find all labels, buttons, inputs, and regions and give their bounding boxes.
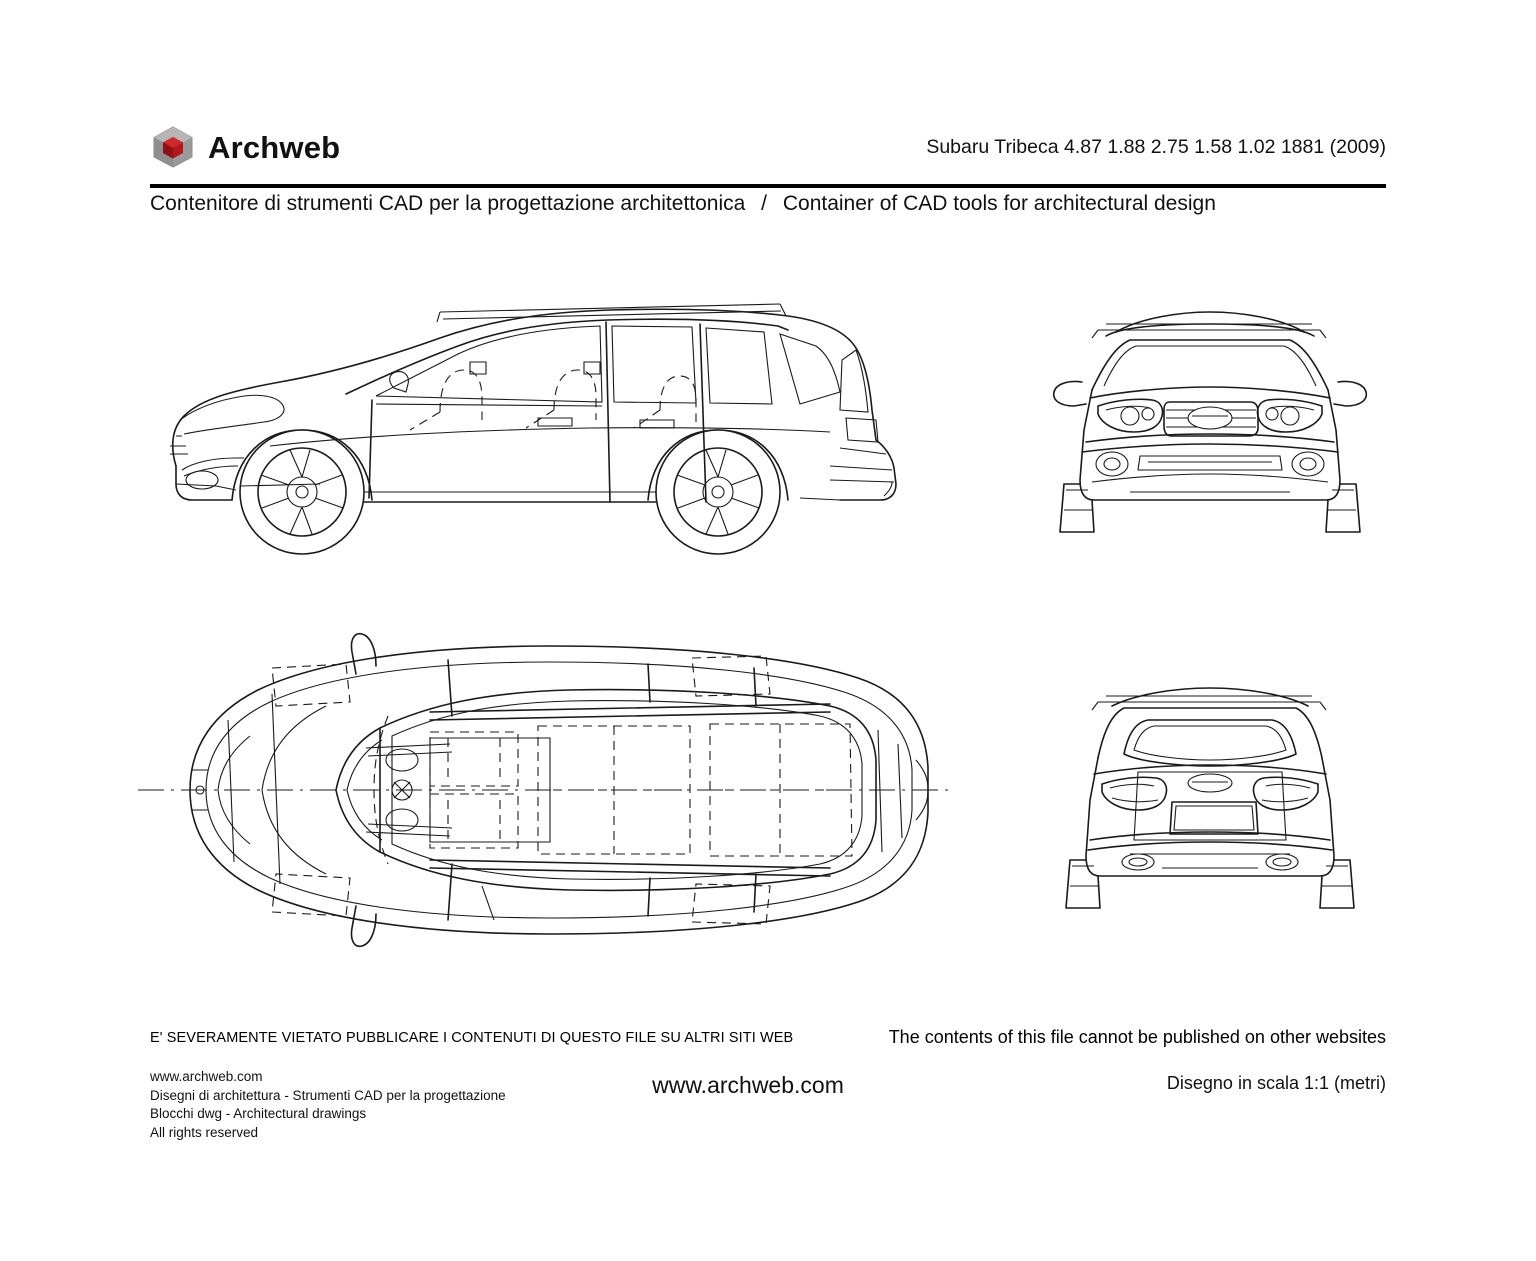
- footer-credit-line-2: Disegni di architettura - Strumenti CAD per la progettazione: [150, 1087, 506, 1103]
- archweb-cube-icon: [150, 124, 196, 170]
- rear-elevation-view: [1020, 650, 1400, 940]
- scale-note: Disegno in scala 1:1 (metri): [1166, 1073, 1386, 1093]
- subtitle-english: Container of CAD tools for architectural design: [782, 192, 1216, 215]
- footer-credit-line-1: www.archweb.com: [150, 1069, 263, 1084]
- front-elevation-view: [1020, 270, 1400, 570]
- top-plan-view: [130, 620, 960, 960]
- subtitle-separator: /: [761, 192, 767, 215]
- header-divider: [150, 184, 1386, 188]
- footer-notice: [150, 1027, 1386, 1054]
- notice-italian: E' SEVERAMENTE VIETATO PUBBLICARE I CONTENUTI DI QUESTO FILE SU ALTRI SITI WEB: [150, 1030, 794, 1046]
- drawing-area: [120, 250, 1420, 1010]
- footer-credit-line-3: Blocchi dwg - Architectural drawings: [150, 1106, 367, 1121]
- sheet-header: [150, 118, 1386, 180]
- sheet-subtitle: [150, 192, 1386, 216]
- brand-name: Archweb: [208, 129, 341, 165]
- model-specs-line: Subaru Tribeca 4.87 1.88 2.75 1.58 1.02 1881 (2009): [926, 136, 1386, 158]
- subtitle-italian: Contenitore di strumenti CAD per la progettazione architettonica: [150, 192, 746, 215]
- footer-credit-line-4: All rights reserved: [150, 1124, 259, 1140]
- notice-english: The contents of this file cannot be published on other websites: [888, 1027, 1386, 1047]
- footer-website-url[interactable]: www.archweb.com: [652, 1072, 844, 1098]
- side-elevation-view: [140, 270, 940, 570]
- archweb-logo: [150, 124, 340, 170]
